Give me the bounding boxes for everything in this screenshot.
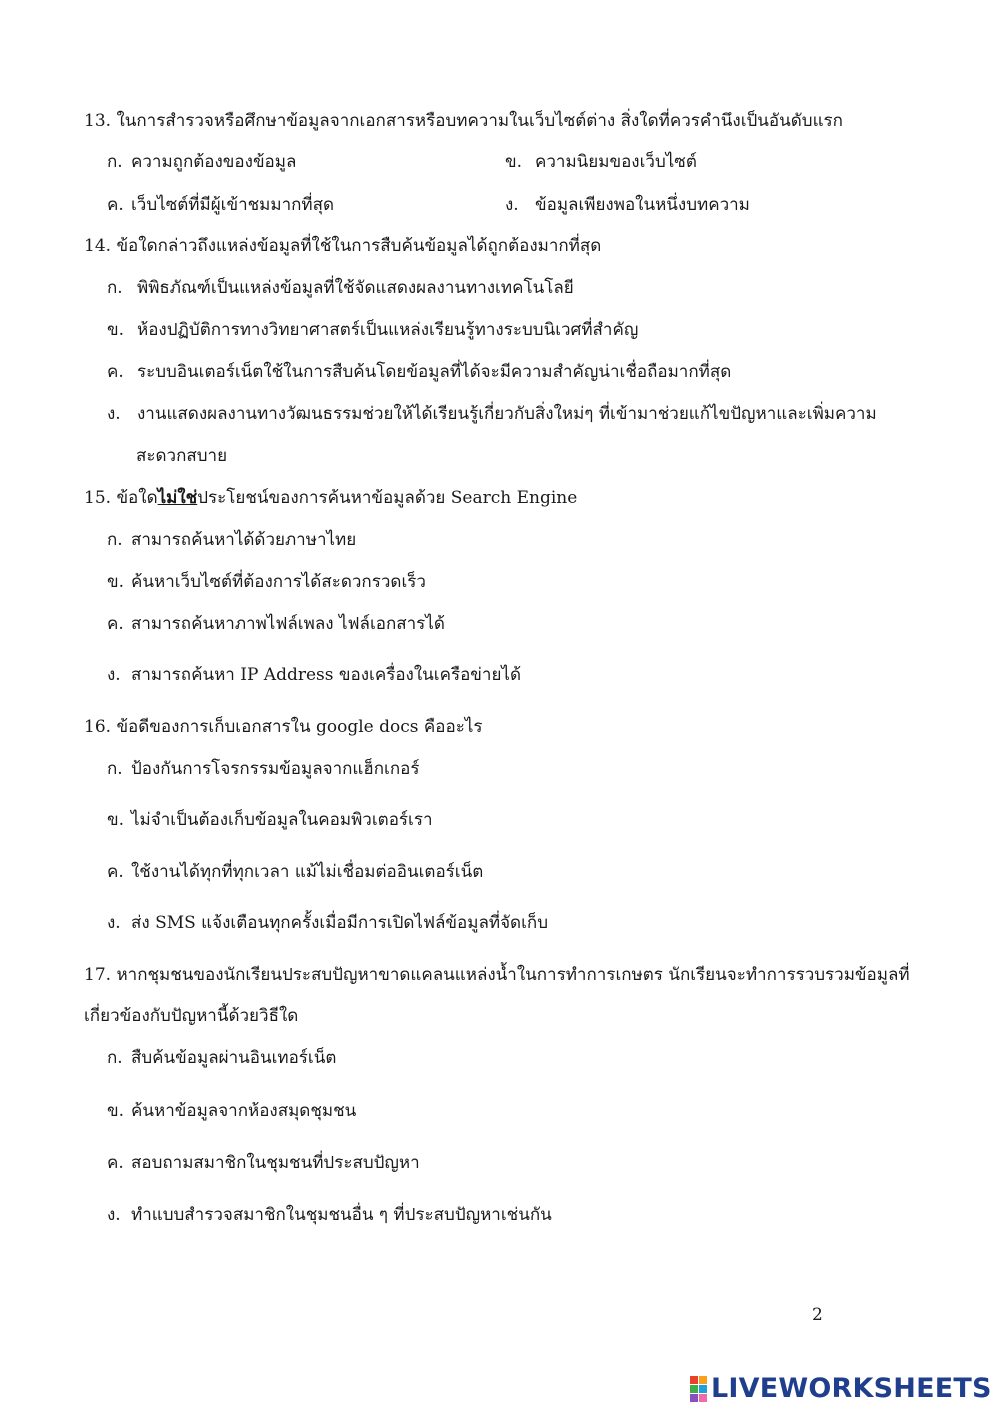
question-13-option-a[interactable] <box>107 150 296 174</box>
question-16-option-c[interactable] <box>107 860 483 884</box>
option-text: ค้นหาข้อมูลจากห้องสมุดชุมชน <box>131 1101 357 1121</box>
question-17-option-c[interactable] <box>107 1151 420 1175</box>
option-text: ป้องกันการโจรกรรมข้อมูลจากแฮ็กเกอร์ <box>131 759 420 779</box>
question-13-stem: 13. ในการสำรวจหรือศึกษาข้อมูลจากเอกสารหรือบทความในเว็บไซต์ต่าง สิ่งใดที่ควรคำนึงเป็นอันดับแรก <box>84 111 843 131</box>
question-15-stem <box>84 486 577 510</box>
question-14-option-d[interactable] <box>107 402 877 426</box>
logo-square <box>699 1376 707 1384</box>
question-17-option-a[interactable] <box>107 1046 336 1070</box>
option-text: งานแสดงผลงานทางวัฒนธรรมช่วยให้ได้เรียนรู้เกี่ยวกับสิ่งใหม่ๆ ที่เข้ามาช่วยแก้ไขปัญหาและเพิ่มความ <box>137 404 877 424</box>
logo-square <box>699 1394 707 1402</box>
option-text: สามารถค้นหา IP Address ของเครื่องในเครือข่ายได้ <box>131 665 522 685</box>
question-16-option-d[interactable] <box>107 911 548 935</box>
option-text: ทำแบบสำรวจสมาชิกในชุมชนอื่น ๆ ที่ประสบปัญหาเช่นกัน <box>131 1205 552 1225</box>
question-15-option-c[interactable] <box>107 612 445 636</box>
question-14-stem: 14. ข้อใดกล่าวถึงแหล่งข้อมูลที่ใช้ในการสืบค้นข้อมูลได้ถูกต้องมากที่สุด <box>84 236 602 256</box>
stem-emphasis: ไม่ใช่ <box>157 488 198 508</box>
option-text: พิพิธภัณฑ์เป็นแหล่งข้อมูลที่ใช้จัดแสดงผลงานทางเทคโนโลยี <box>137 278 574 298</box>
logo-square <box>699 1385 707 1393</box>
page-number: 2 <box>812 1305 823 1325</box>
question-17-stem: 17. หากชุมชนของนักเรียนประสบปัญหาขาดแคลนแหล่งน้ำในการทำการเกษตร นักเรียนจะทำการรวบรวมข้อมูลที่ <box>84 965 910 985</box>
logo-square <box>690 1385 698 1393</box>
option-text: ห้องปฏิบัติการทางวิทยาศาสตร์เป็นแหล่งเรียนรู้ทางระบบนิเวศที่สำคัญ <box>137 320 639 340</box>
option-text: ข้อมูลเพียงพอในหนึ่งบทความ <box>535 195 750 215</box>
option-text: ความนิยมของเว็บไซต์ <box>535 152 697 172</box>
question-14-option-a[interactable] <box>107 276 574 300</box>
liveworksheets-grid-logo-icon <box>690 1376 707 1402</box>
option-text: สามารถค้นหาได้ด้วยภาษาไทย <box>131 530 357 550</box>
option-marker: ก. <box>107 152 123 172</box>
option-text: ความถูกต้องของข้อมูล <box>131 152 297 172</box>
question-16-stem: 16. ข้อดีของการเก็บเอกสารใน google docs คืออะไร <box>84 717 483 737</box>
option-marker: ค. <box>107 862 124 882</box>
option-marker: ง. <box>107 404 121 424</box>
option-marker: ข. <box>107 810 125 830</box>
question-14-option-d-continuation: สะดวกสบาย <box>136 446 228 466</box>
option-marker: ง. <box>505 195 519 215</box>
option-marker: ง. <box>107 913 121 933</box>
option-marker: ก. <box>107 759 123 779</box>
option-text: ระบบอินเตอร์เน็ตใช้ในการสืบค้นโดยข้อมูลที่ได้จะมีความสำคัญน่าเชื่อถือมากที่สุด <box>137 362 732 382</box>
option-marker: ค. <box>107 614 124 634</box>
question-16-option-b[interactable] <box>107 808 433 832</box>
question-17-option-b[interactable] <box>107 1099 356 1123</box>
question-13-option-d[interactable] <box>505 193 750 217</box>
question-14-option-c[interactable] <box>107 360 731 384</box>
option-marker: ค. <box>107 362 124 382</box>
question-16-option-a[interactable] <box>107 757 420 781</box>
option-text: ไม่จำเป็นต้องเก็บข้อมูลในคอมพิวเตอร์เรา <box>131 810 433 830</box>
question-17-option-d[interactable] <box>107 1203 552 1227</box>
option-marker: ก. <box>107 278 123 298</box>
question-15-option-d[interactable] <box>107 663 521 687</box>
question-13-option-b[interactable] <box>505 150 697 174</box>
question-17-stem-continuation: เกี่ยวข้องกับปัญหานี้ด้วยวิธีใด <box>84 1006 299 1026</box>
stem-suffix: ประโยชน์ของการค้นหาข้อมูลด้วย Search Engine <box>197 488 578 508</box>
option-text: สามารถค้นหาภาพไฟล์เพลง ไฟล์เอกสารได้ <box>131 614 445 634</box>
liveworksheets-logo[interactable] <box>690 1374 990 1404</box>
logo-square <box>690 1376 698 1384</box>
option-marker: ข. <box>107 320 125 340</box>
option-text: ส่ง SMS แจ้งเตือนทุกครั้งเมื่อมีการเปิดไฟล์ข้อมูลที่จัดเก็บ <box>131 913 548 933</box>
option-marker: ง. <box>107 1205 121 1225</box>
logo-text: LIVEWORKSHEETS <box>711 1373 992 1404</box>
question-13-option-c[interactable] <box>107 193 334 217</box>
question-14-option-b[interactable] <box>107 318 638 342</box>
option-text: สอบถามสมาชิกในชุมชนที่ประสบปัญหา <box>131 1153 420 1173</box>
option-marker: ก. <box>107 1048 123 1068</box>
option-marker: ค. <box>107 1153 124 1173</box>
logo-square <box>690 1394 698 1402</box>
option-marker: ก. <box>107 530 123 550</box>
stem-prefix: 15. ข้อใด <box>84 488 158 508</box>
question-15-option-a[interactable] <box>107 528 356 552</box>
option-text: เว็บไซต์ที่มีผู้เข้าชมมากที่สุด <box>131 195 335 215</box>
option-marker: ค. <box>107 195 124 215</box>
option-text: ค้นหาเว็บไซต์ที่ต้องการได้สะดวกรวดเร็ว <box>131 572 426 592</box>
option-marker: ง. <box>107 665 121 685</box>
option-marker: ข. <box>505 152 523 172</box>
option-text: ใช้งานได้ทุกที่ทุกเวลา แม้ไม่เชื่อมต่ออินเตอร์เน็ต <box>131 862 484 882</box>
option-marker: ข. <box>107 1101 125 1121</box>
option-text: สืบค้นข้อมูลผ่านอินเทอร์เน็ต <box>131 1048 337 1068</box>
option-marker: ข. <box>107 572 125 592</box>
question-15-option-b[interactable] <box>107 570 426 594</box>
